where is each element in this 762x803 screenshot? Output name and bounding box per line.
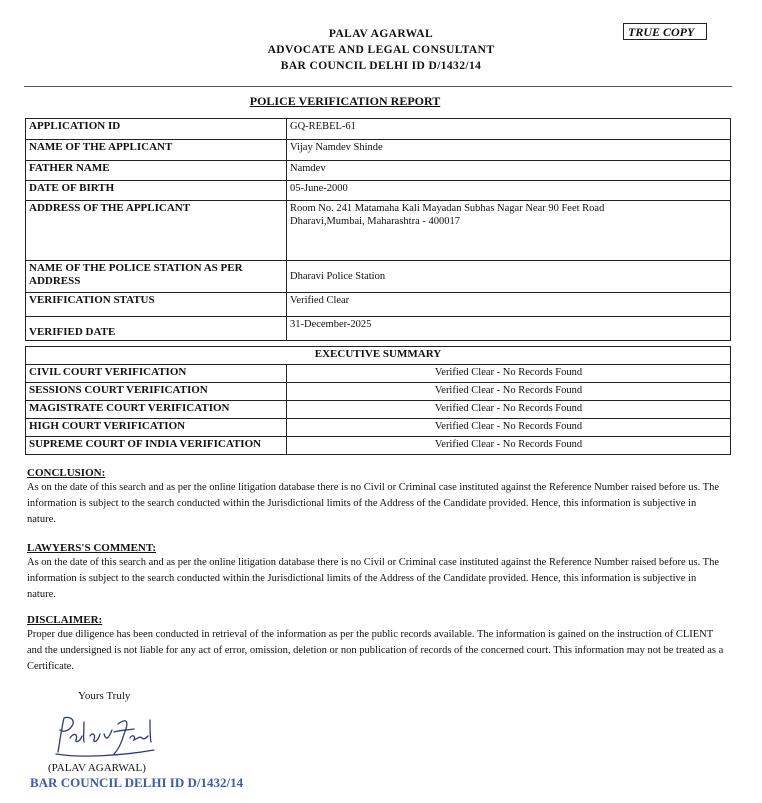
detail-label: ADDRESS OF THE APPLICANT (26, 201, 287, 261)
table-row (26, 401, 731, 419)
detail-value: 05-June-2000 (287, 181, 731, 201)
signatory-name: (PALAV AGARWAL) (48, 762, 146, 774)
advocate-bar-id: BAR COUNCIL DELHI ID D/1432/14 (280, 60, 482, 72)
disclaimer-title: DISCLAIMER: (27, 614, 103, 626)
detail-value: Dharavi Police Station (287, 261, 731, 293)
court-status: Verified Clear - No Records Found (287, 383, 731, 401)
detail-label: VERIFICATION STATUS (26, 293, 287, 317)
table-row (26, 261, 731, 293)
detail-value: GQ-REBEL-61 (287, 119, 731, 140)
table-row (26, 347, 731, 365)
yours-truly: Yours Truly (78, 690, 131, 702)
detail-label: DATE OF BIRTH (26, 181, 287, 201)
conclusion-text: As on the date of this search and as per the online litigation database there is no Civil or Criminal case instituted against the Reference Number raised before us. The information is subject to the search conducted within the Jurisdictional limits of the Address of the Candidate provided. Hence, this information is subjective in nature. (27, 482, 720, 525)
court-status: Verified Clear - No Records Found (287, 437, 731, 455)
table-row (26, 437, 731, 455)
lawyers-comment-title: LAWYERS'S COMMENT: (27, 542, 157, 554)
court-status: Verified Clear - No Records Found (287, 365, 731, 383)
table-row (26, 119, 731, 140)
executive-summary-title: EXECUTIVE SUMMARY (26, 347, 731, 365)
detail-label: FATHER NAME (26, 161, 287, 181)
detail-label: NAME OF THE POLICE STATION AS PER ADDRESS (26, 261, 287, 293)
signatory-bar-id: BAR COUNCIL DELHI ID D/1432/14 (30, 775, 244, 790)
detail-value: Namdev (287, 161, 731, 181)
table-row (26, 140, 731, 161)
court-status: Verified Clear - No Records Found (287, 419, 731, 437)
detail-value: Verified Clear (287, 293, 731, 317)
detail-value: Vijay Namdev Shinde (287, 140, 731, 161)
details-table (25, 118, 731, 341)
court-label: SESSIONS COURT VERIFICATION (26, 383, 287, 401)
court-label: MAGISTRATE COURT VERIFICATION (26, 401, 287, 419)
table-row (26, 419, 731, 437)
table-row (26, 383, 731, 401)
conclusion-section (27, 466, 727, 528)
court-status: Verified Clear - No Records Found (287, 401, 731, 419)
conclusion-title: CONCLUSION: (27, 467, 106, 479)
true-copy-stamp: TRUE COPY (623, 23, 707, 40)
detail-label: APPLICATION ID (26, 119, 287, 140)
lawyers-comment-text: As on the date of this search and as per the online litigation database there is no Civil or Criminal case instituted against the Reference Number raised before us. The information is subject to the search conducted within the Jurisdictional limits of the Address of the Candidate provided. Hence, this information is subjective in nature. (27, 557, 720, 600)
court-label: CIVIL COURT VERIFICATION (26, 365, 287, 383)
detail-value: 31-December-2025 (287, 317, 731, 341)
table-row (26, 181, 731, 201)
header-divider (24, 86, 732, 87)
court-label: HIGH COURT VERIFICATION (26, 419, 287, 437)
table-row (26, 201, 731, 261)
advocate-profession: ADVOCATE AND LEGAL CONSULTANT (267, 44, 495, 56)
detail-label: NAME OF THE APPLICANT (26, 140, 287, 161)
table-row (26, 365, 731, 383)
detail-value: Room No. 241 Matamaha Kali Mayadan Subhas Nagar Near 90 Feet Road Dharavi,Mumbai, Maharashtra - 400017 (287, 201, 731, 261)
court-label: SUPREME COURT OF INDIA VERIFICATION (26, 437, 287, 455)
signature-image (50, 712, 160, 760)
executive-summary-table (25, 346, 731, 455)
disclaimer-text: Proper due diligence has been conducted in retrieval of the information as per the public records available. The information is gained on the instruction of CLIENT and the undersigned is not liable for any act of error, omission, deletion or non publication of records of the concerned court. This information may not be treated as a Certificate. (27, 629, 724, 672)
table-row (26, 293, 731, 317)
table-row (26, 317, 731, 341)
table-row (26, 161, 731, 181)
disclaimer-section (27, 613, 727, 675)
detail-label: VERIFIED DATE (26, 317, 287, 341)
report-title: POLICE VERIFICATION REPORT (249, 94, 441, 108)
lawyers-comment-section (27, 541, 727, 603)
advocate-name: PALAV AGARWAL (328, 28, 434, 40)
